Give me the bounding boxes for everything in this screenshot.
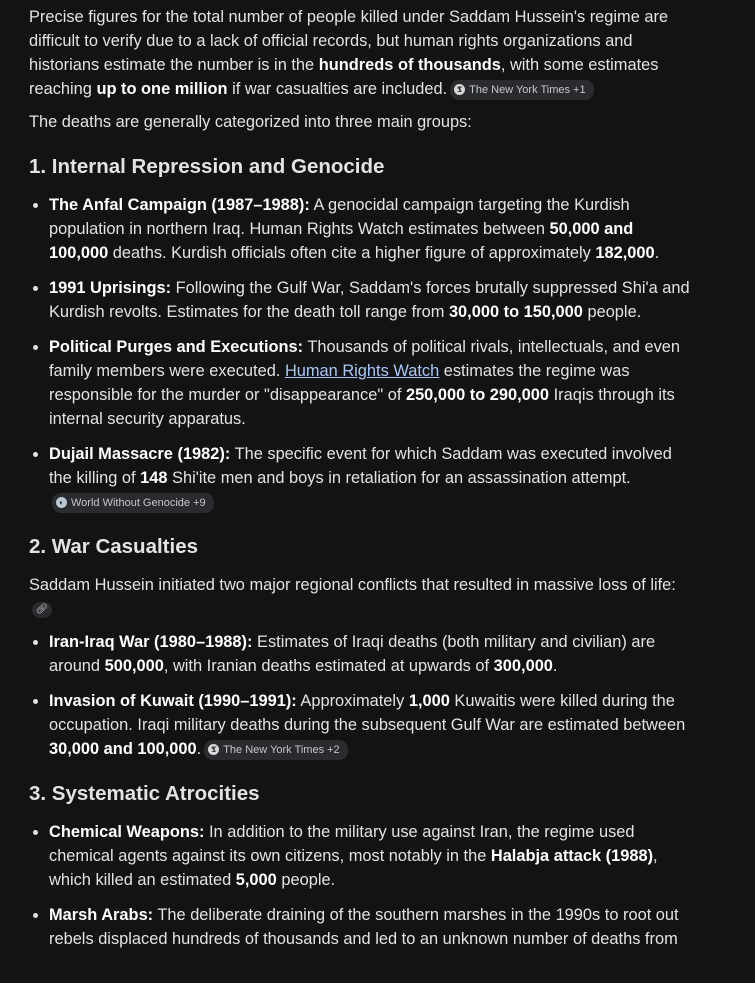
- source-chip[interactable]: [204, 740, 347, 760]
- intro-paragraph: [29, 5, 691, 101]
- item-bold: 5,000: [235, 871, 277, 889]
- list-item: [49, 442, 691, 514]
- item-text: Iraqis through its internal security apparatus.: [49, 386, 675, 428]
- intro-bold: up to one million: [96, 80, 228, 98]
- list-item: [49, 193, 691, 265]
- lead-paragraph: The deaths are generally categorized into three main groups:: [29, 113, 472, 131]
- item-title: The Anfal Campaign (1987–1988):: [49, 196, 310, 214]
- item-text: .: [196, 740, 202, 758]
- item-bold: 300,000: [493, 657, 553, 675]
- intro-bold: hundreds of thousands: [318, 56, 501, 74]
- item-text: estimates the regime was responsible for the murder or "disappearance" of: [49, 362, 630, 404]
- item-bold: 1,000: [408, 692, 450, 710]
- source-chip-label: World Without Genocide +9: [71, 496, 206, 509]
- section-intro: [29, 573, 691, 621]
- section-heading: 3. Systematic Atrocities: [29, 782, 260, 805]
- source-chip[interactable]: [450, 80, 593, 100]
- item-bold: 500,000: [104, 657, 164, 675]
- item-text: Shi'ite men and boys in retaliation for an assassination attempt.: [167, 469, 631, 487]
- item-title: Dujail Massacre (1982):: [49, 445, 231, 463]
- list-item: [49, 335, 691, 431]
- item-text: people.: [276, 871, 336, 889]
- item-title: Marsh Arabs:: [49, 906, 154, 924]
- item-bold: 250,000 to 290,000: [405, 386, 550, 404]
- item-text: , which killed an estimated: [49, 847, 658, 889]
- globe-icon: ◐: [56, 497, 67, 508]
- source-chip-label: The New York Times +1: [469, 83, 586, 96]
- item-bold: Halabja attack (1988): [490, 847, 654, 865]
- list-item: [49, 276, 691, 324]
- intro-text: if war casualties are included.: [227, 80, 448, 98]
- intro-text: , with some estimates reaching: [29, 56, 659, 98]
- section-list: [29, 630, 691, 761]
- item-title: Iran-Iraq War (1980–1988):: [49, 633, 253, 651]
- item-text: In addition to the military use against Iran, the regime used chemical agents against its own citizens, most notably in the: [49, 823, 635, 865]
- item-text: deaths. Kurdish officials often cite a higher figure of approximately: [108, 244, 596, 262]
- section-intro-text: Saddam Hussein initiated two major regional conflicts that resulted in massive loss of life:: [29, 576, 676, 594]
- intro-text: Precise figures for the total number of people killed under Saddam Hussein's regime are difficult to verify due to a lack of official records, but human rights organizations and historians estimate the number is in the: [29, 8, 669, 74]
- item-text: .: [552, 657, 558, 675]
- item-text: Estimates of Iraqi deaths (both military and civilian) are around: [49, 633, 656, 675]
- item-text: The specific event for which Saddam was executed involved the killing of: [49, 445, 672, 487]
- item-bold: 148: [140, 469, 168, 487]
- link-icon[interactable]: 🔗︎: [32, 602, 52, 618]
- item-title: Invasion of Kuwait (1990–1991):: [49, 692, 297, 710]
- list-item: [49, 630, 691, 678]
- item-title: Political Purges and Executions:: [49, 338, 304, 356]
- item-title: Chemical Weapons:: [49, 823, 205, 841]
- item-bold: 30,000 and 100,000: [49, 740, 197, 758]
- item-text: Approximately: [296, 692, 409, 710]
- hrw-link[interactable]: Human Rights Watch: [284, 362, 440, 380]
- item-text: , with Iranian deaths estimated at upwards of: [163, 657, 494, 675]
- source-chip-label: The New York Times +2: [223, 743, 340, 756]
- response-content: [29, 5, 691, 962]
- section-heading: 1. Internal Repression and Genocide: [29, 155, 385, 178]
- item-bold: 182,000: [595, 244, 655, 262]
- source-chip[interactable]: [52, 493, 214, 513]
- item-text: people.: [582, 303, 642, 321]
- item-text: A genocidal campaign targeting the Kurdish population in northern Iraq. Human Rights Watch estimates between: [49, 196, 630, 238]
- section-list: [29, 193, 691, 514]
- list-item: [49, 820, 691, 892]
- nyt-icon: 𝕿: [454, 84, 465, 95]
- bottom-fade: [0, 953, 755, 983]
- item-text: The deliberate draining of the southern marshes in the 1990s to root out rebels displaced hundreds of thousands and led to an unknown number of deaths from: [49, 906, 679, 948]
- item-text: .: [654, 244, 660, 262]
- section-list: [29, 820, 691, 951]
- nyt-icon: 𝕿: [208, 744, 219, 755]
- list-item: [49, 689, 691, 761]
- item-bold: 30,000 to 150,000: [448, 303, 583, 321]
- item-text: Following the Gulf War, Saddam's forces brutally suppressed Shi'a and Kurdish revolts. Estimates for the death toll range from: [49, 279, 690, 321]
- list-item: [49, 903, 691, 951]
- item-text: Kuwaitis were killed during the occupation. Iraqi military deaths during the subsequent Gulf War are estimated between: [49, 692, 686, 734]
- item-title: 1991 Uprisings:: [49, 279, 172, 297]
- section-heading: 2. War Casualties: [29, 535, 199, 558]
- item-text: Thousands of political rivals, intellectuals, and even family members were executed.: [49, 338, 681, 380]
- item-bold: 50,000 and 100,000: [49, 220, 634, 262]
